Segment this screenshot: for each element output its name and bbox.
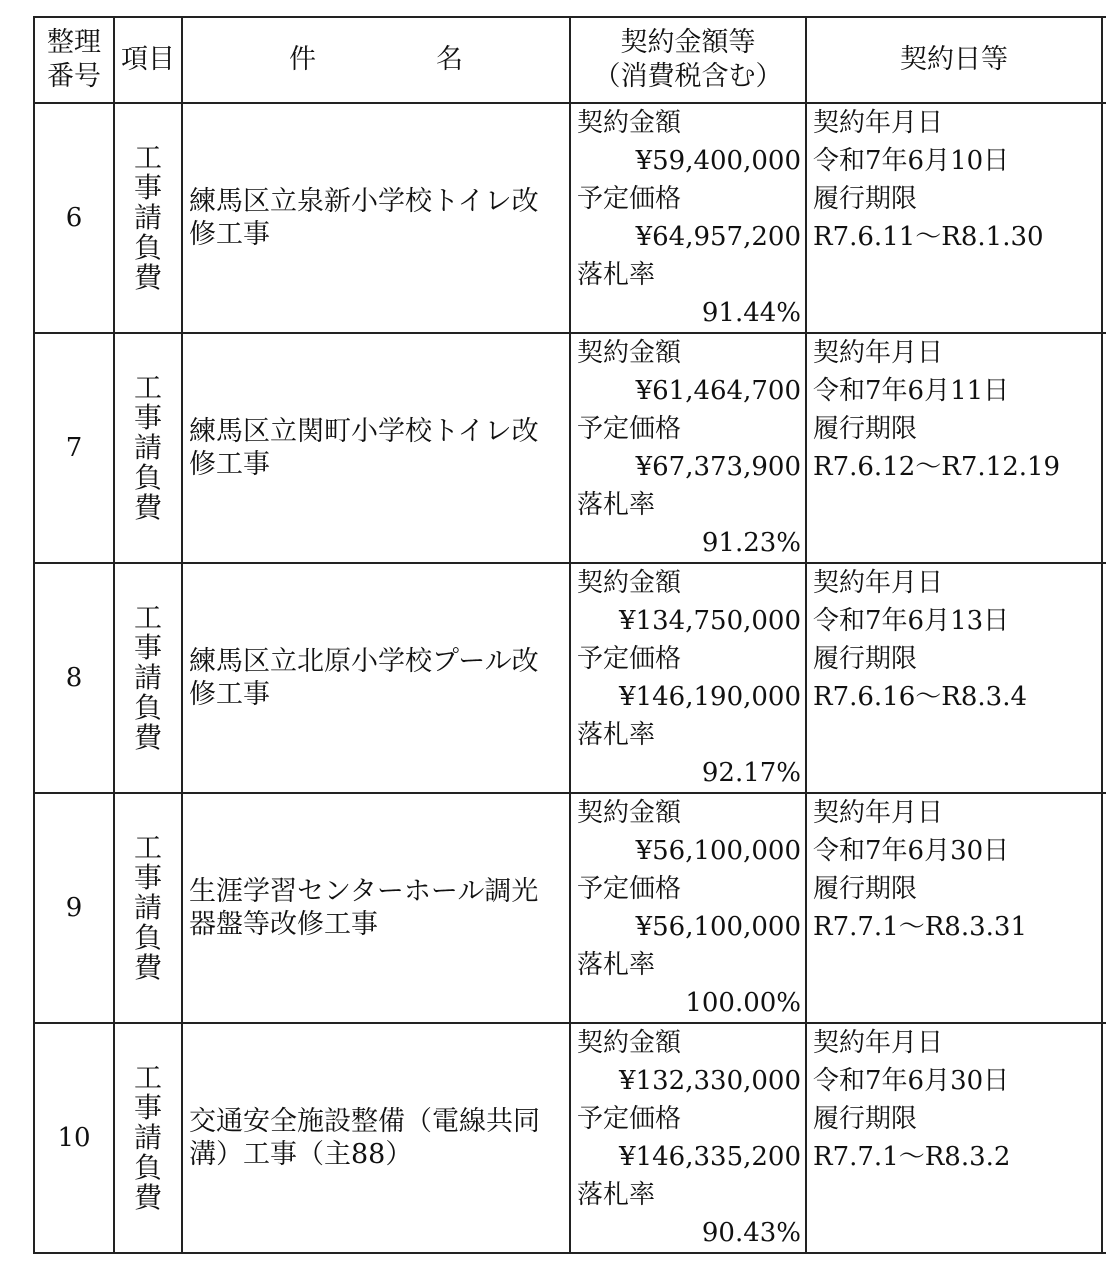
planned-price-value: ¥67,373,900 <box>635 452 801 482</box>
planned-price-value: ¥146,190,000 <box>619 682 801 712</box>
bid-rate-label: 落札率 <box>577 950 656 980</box>
row-number: 7 <box>34 333 114 563</box>
contract-amount-label: 契約金額 <box>577 1028 682 1058</box>
row-amount-cell <box>570 563 806 793</box>
row-category <box>114 333 182 563</box>
planned-price-label: 予定価格 <box>577 414 682 444</box>
header-amount-line2: （消費税含む） <box>593 61 783 92</box>
header-name <box>182 17 570 103</box>
period-label: 履行期限 <box>813 874 918 904</box>
contract-amount-value: ¥134,750,000 <box>619 606 801 636</box>
contract-date-value: 令和7年6月13日 <box>813 606 1010 636</box>
row-number: 10 <box>34 1023 114 1253</box>
contract-amount-label: 契約金額 <box>577 568 682 598</box>
contract-amount-value: ¥59,400,000 <box>635 146 801 176</box>
row-name: 練馬区立関町小学校トイレ改修工事 <box>182 333 570 563</box>
row-date-cell <box>806 793 1102 1023</box>
bid-rate-label: 落札率 <box>577 1180 656 1210</box>
row-number: 6 <box>34 103 114 333</box>
header-date: 契約日等 <box>806 17 1102 103</box>
row-edge <box>1102 103 1106 333</box>
bid-rate-label: 落札率 <box>577 260 656 290</box>
bid-rate-value: 90.43% <box>701 1218 801 1248</box>
period-label: 履行期限 <box>813 184 918 214</box>
table-row <box>34 1023 1106 1253</box>
contract-date-value: 令和7年6月30日 <box>813 1066 1010 1096</box>
row-amount-cell <box>570 793 806 1023</box>
contract-date-label: 契約年月日 <box>813 108 944 138</box>
row-number: 9 <box>34 793 114 1023</box>
contract-date-label: 契約年月日 <box>813 568 944 598</box>
row-edge <box>1102 333 1106 563</box>
planned-price-value: ¥64,957,200 <box>635 222 801 252</box>
contract-amount-value: ¥132,330,000 <box>619 1066 801 1096</box>
header-name-part1: 件 <box>289 44 316 75</box>
contract-amount-label: 契約金額 <box>577 338 682 368</box>
period-value: R7.7.1～R8.3.31 <box>813 912 1028 942</box>
row-amount-cell <box>570 103 806 333</box>
row-date-cell <box>806 103 1102 333</box>
table-row <box>34 793 1106 1023</box>
bid-rate-label: 落札率 <box>577 490 656 520</box>
row-amount-cell <box>570 333 806 563</box>
bid-rate-value: 92.17% <box>701 758 801 788</box>
row-edge <box>1102 1023 1106 1253</box>
row-category-text: 工事請負費 <box>133 1061 162 1214</box>
contract-date-value: 令和7年6月11日 <box>813 376 1010 406</box>
planned-price-label: 予定価格 <box>577 1104 682 1134</box>
row-category-text: 工事請負費 <box>133 371 162 524</box>
row-edge <box>1102 563 1106 793</box>
contracts-table <box>33 16 1106 1254</box>
planned-price-label: 予定価格 <box>577 184 682 214</box>
row-name: 生涯学習センターホール調光器盤等改修工事 <box>182 793 570 1023</box>
row-category-text: 工事請負費 <box>133 601 162 754</box>
planned-price-label: 予定価格 <box>577 644 682 674</box>
header-amount <box>570 17 806 103</box>
header-category: 項目 <box>114 17 182 103</box>
contract-date-label: 契約年月日 <box>813 798 944 828</box>
header-name-part2: 名 <box>436 44 463 75</box>
period-label: 履行期限 <box>813 644 918 674</box>
header-amount-line1: 契約金額等 <box>620 27 756 58</box>
bid-rate-value: 91.44% <box>701 298 801 328</box>
bid-rate-label: 落札率 <box>577 720 656 750</box>
row-name: 練馬区立北原小学校プール改修工事 <box>182 563 570 793</box>
row-category-text: 工事請負費 <box>133 831 162 984</box>
header-number <box>34 17 114 103</box>
period-label: 履行期限 <box>813 1104 918 1134</box>
row-edge <box>1102 793 1106 1023</box>
table-row <box>34 103 1106 333</box>
row-date-cell <box>806 1023 1102 1253</box>
row-name: 練馬区立泉新小学校トイレ改修工事 <box>182 103 570 333</box>
contract-amount-value: ¥56,100,000 <box>635 836 801 866</box>
planned-price-value: ¥146,335,200 <box>619 1142 801 1172</box>
contract-amount-label: 契約金額 <box>577 108 682 138</box>
row-date-cell <box>806 333 1102 563</box>
planned-price-label: 予定価格 <box>577 874 682 904</box>
contract-date-value: 令和7年6月10日 <box>813 146 1010 176</box>
header-number-line2: 番号 <box>47 61 101 92</box>
contract-amount-value: ¥61,464,700 <box>635 376 801 406</box>
table-row <box>34 333 1106 563</box>
header-row <box>34 17 1106 103</box>
bid-rate-value: 100.00% <box>685 988 801 1018</box>
row-name: 交通安全施設整備（電線共同溝）工事（主88） <box>182 1023 570 1253</box>
bid-rate-value: 91.23% <box>701 528 801 558</box>
row-date-cell <box>806 563 1102 793</box>
period-value: R7.7.1～R8.3.2 <box>813 1142 1011 1172</box>
period-label: 履行期限 <box>813 414 918 444</box>
row-amount-cell <box>570 1023 806 1253</box>
contract-date-label: 契約年月日 <box>813 338 944 368</box>
period-value: R7.6.11～R8.1.30 <box>813 222 1044 252</box>
row-category <box>114 793 182 1023</box>
contract-amount-label: 契約金額 <box>577 798 682 828</box>
period-value: R7.6.16～R8.3.4 <box>813 682 1028 712</box>
row-number: 8 <box>34 563 114 793</box>
row-category <box>114 103 182 333</box>
table-row <box>34 563 1106 793</box>
planned-price-value: ¥56,100,000 <box>635 912 801 942</box>
row-category-text: 工事請負費 <box>133 141 162 294</box>
row-category <box>114 563 182 793</box>
contract-date-value: 令和7年6月30日 <box>813 836 1010 866</box>
header-edge <box>1102 17 1106 103</box>
contract-date-label: 契約年月日 <box>813 1028 944 1058</box>
row-category <box>114 1023 182 1253</box>
header-number-line1: 整理 <box>47 27 101 58</box>
period-value: R7.6.12～R7.12.19 <box>813 452 1061 482</box>
